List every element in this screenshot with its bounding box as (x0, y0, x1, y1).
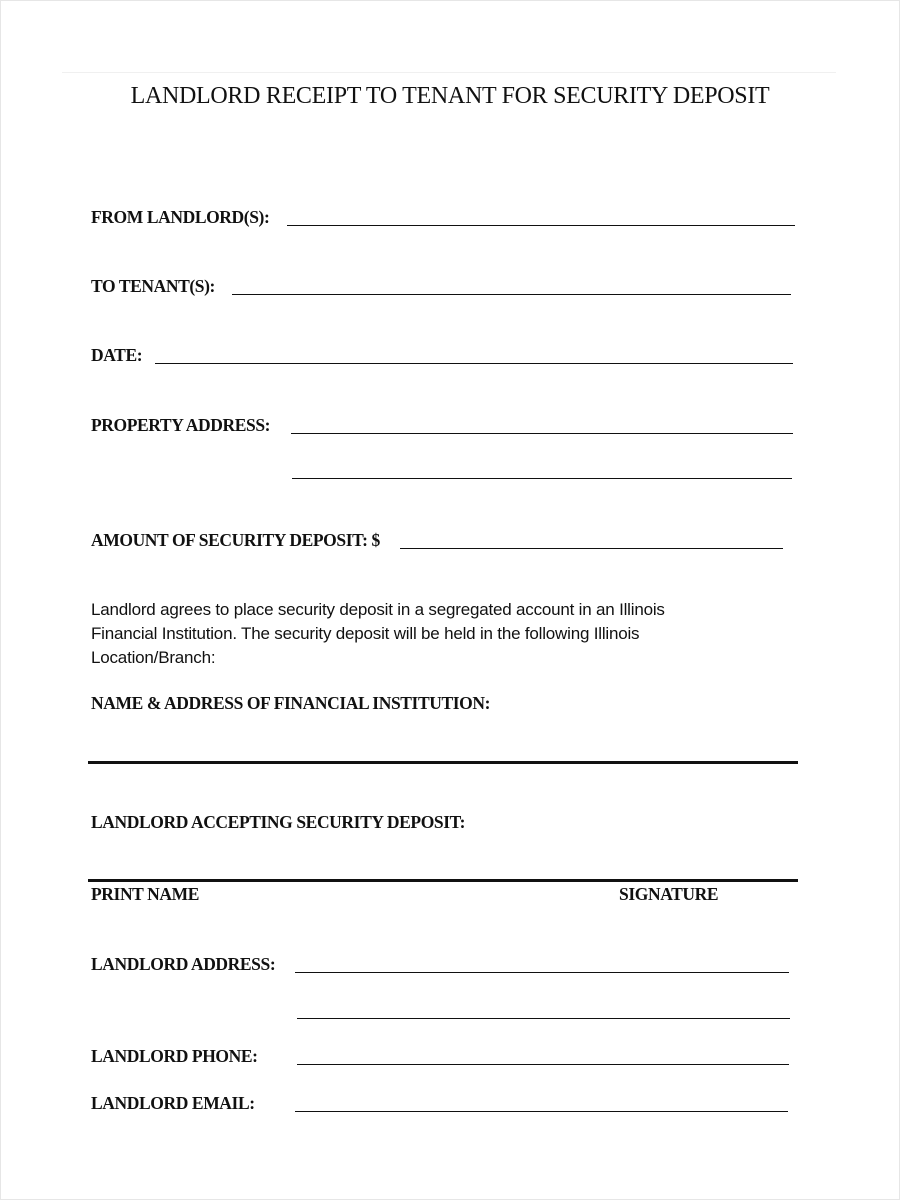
landlord-address-field-1[interactable] (295, 972, 789, 973)
to-tenant-field[interactable] (232, 294, 791, 295)
paragraph-line: Financial Institution. The security deposit will be held in the following Illinois (91, 624, 640, 643)
header-divider (62, 72, 836, 73)
property-address-field-2[interactable] (292, 478, 792, 479)
amount-field[interactable] (400, 548, 783, 549)
landlord-phone-label: LANDLORD PHONE: (91, 1046, 258, 1066)
accepting-label: LANDLORD ACCEPTING SECURITY DEPOSIT: (91, 812, 466, 832)
document-title: LANDLORD RECEIPT TO TENANT FOR SECURITY DEPOSIT (130, 83, 770, 109)
institution-label: NAME & ADDRESS OF FINANCIAL INSTITUTION: (91, 693, 491, 713)
institution-field[interactable] (88, 761, 798, 764)
paragraph-line: Location/Branch: (91, 648, 216, 667)
signature-field[interactable] (88, 879, 798, 882)
date-label: DATE: (91, 345, 143, 365)
landlord-email-field[interactable] (295, 1111, 788, 1112)
date-field[interactable] (155, 363, 793, 364)
print-name-label: PRINT NAME (91, 884, 199, 904)
paragraph-line: Landlord agrees to place security deposit in a segregated account in an Illinois (91, 600, 665, 619)
from-landlord-field[interactable] (287, 225, 795, 226)
landlord-phone-field[interactable] (297, 1064, 789, 1065)
to-tenant-label: TO TENANT(S): (91, 276, 215, 296)
signature-label: SIGNATURE (619, 884, 719, 904)
landlord-address-field-2[interactable] (297, 1018, 790, 1019)
landlord-address-label: LANDLORD ADDRESS: (91, 954, 276, 974)
property-address-label: PROPERTY ADDRESS: (91, 415, 271, 435)
property-address-field-1[interactable] (291, 433, 793, 434)
amount-label: AMOUNT OF SECURITY DEPOSIT: $ (91, 530, 380, 550)
from-landlord-label: FROM LANDLORD(S): (91, 207, 270, 227)
deposit-paragraph (91, 598, 771, 670)
landlord-email-label: LANDLORD EMAIL: (91, 1093, 255, 1113)
